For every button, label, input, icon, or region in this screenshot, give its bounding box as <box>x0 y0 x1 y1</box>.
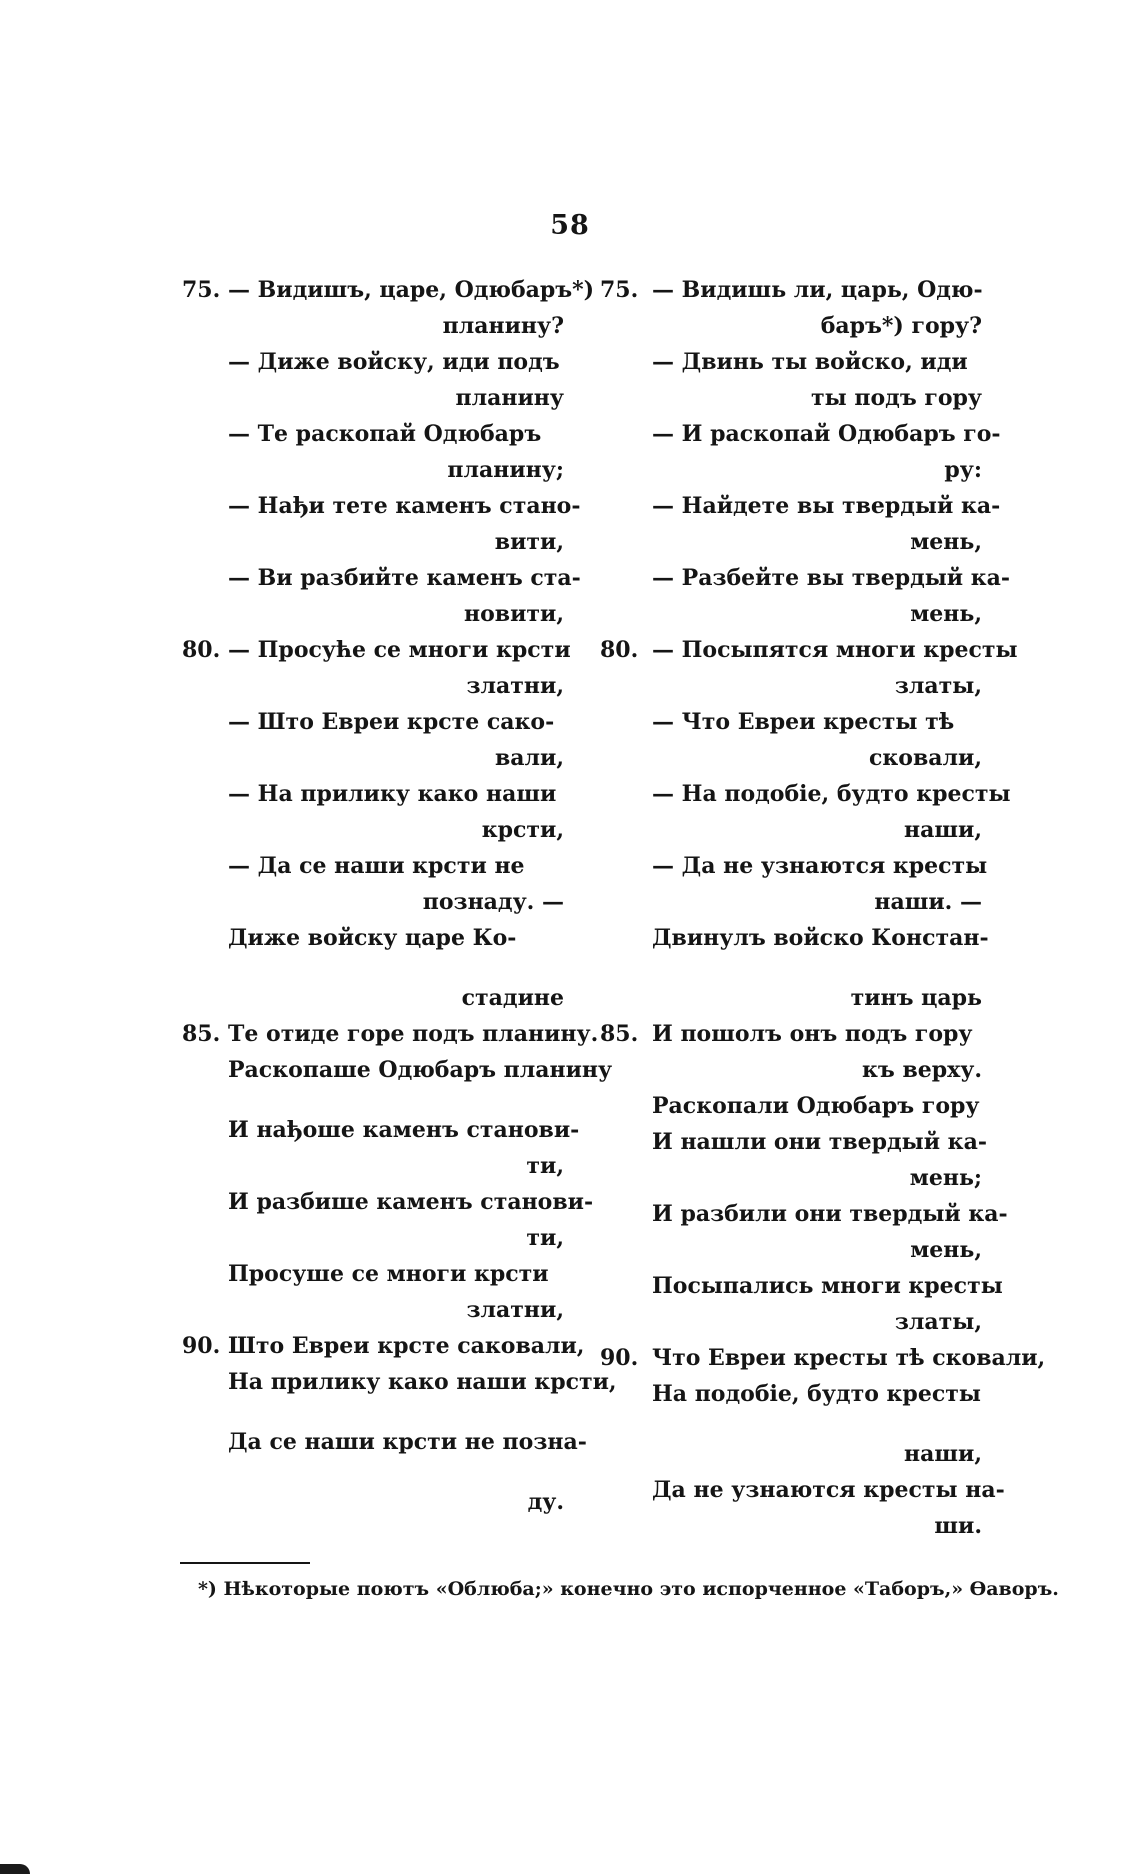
verse-text: На прилику како наши крсти, <box>228 1369 617 1395</box>
verse-text: Двинулъ войско Констан- <box>652 925 989 951</box>
verse-text: мень, <box>910 601 982 627</box>
verse-line <box>182 920 564 980</box>
verse-line <box>600 1052 982 1088</box>
verse-text: наши, <box>904 1441 982 1467</box>
verse-text: Посыпались многи кресты <box>652 1273 1003 1299</box>
verse-line <box>600 344 982 380</box>
verse-line <box>182 1112 580 1148</box>
verse-line <box>600 1232 982 1268</box>
verse-line <box>600 740 982 776</box>
verse-line <box>182 560 581 596</box>
verse-text: планину; <box>447 457 564 483</box>
verse-line <box>182 1292 564 1328</box>
verse-text: ти, <box>526 1153 564 1179</box>
verse-line <box>600 1436 982 1472</box>
verse-text: крсти, <box>481 817 564 843</box>
verse-line <box>600 812 982 848</box>
verse-text: златы, <box>894 1309 982 1335</box>
verse-number: 80. <box>600 637 639 663</box>
verse-text: — Двинь ты войско, иди <box>652 349 968 375</box>
verse-line <box>600 596 982 632</box>
verse-line <box>182 596 564 632</box>
verse-line <box>600 488 1001 524</box>
verse-text: — Что Евреи кресты тѣ <box>652 709 955 735</box>
serbian-text-column <box>182 272 617 1520</box>
verse-line <box>182 452 564 488</box>
verse-number: 90. <box>182 1333 221 1359</box>
verse-line <box>182 704 564 740</box>
verse-text: — Найдете вы твердый ка- <box>652 493 1001 519</box>
verse-line <box>600 560 1011 596</box>
verse-text: И нађоше каменъ станови- <box>228 1117 580 1143</box>
verse-line <box>600 1196 1008 1232</box>
verse-text: планину? <box>442 313 564 339</box>
verse-text: — Што Евреи крсте сако- <box>228 709 555 735</box>
verse-text: — Посыпятся многи кресты <box>652 637 1018 663</box>
verse-text: Да не узнаются кресты на- <box>652 1477 1005 1503</box>
verse-line <box>182 524 564 560</box>
verse-line <box>600 272 982 308</box>
verse-line <box>182 488 581 524</box>
verse-line <box>600 1304 982 1340</box>
verse-line <box>182 980 564 1016</box>
verse-line <box>182 272 595 308</box>
verse-line <box>600 416 1001 452</box>
verse-line <box>182 1256 564 1292</box>
verse-line <box>182 1424 587 1484</box>
verse-text: мень, <box>910 1237 982 1263</box>
verse-text: И нашли они твердый ка- <box>652 1129 987 1155</box>
verse-line <box>600 1340 1046 1376</box>
page-number: 58 <box>550 210 590 241</box>
verse-text: къ верху. <box>862 1057 982 1083</box>
verse-text: Те отиде горе подъ планину. <box>228 1021 599 1047</box>
verse-text: — Те раскопай Одюбаръ <box>228 421 542 447</box>
verse-text: новити, <box>464 601 564 627</box>
verse-text: вити, <box>494 529 564 555</box>
verse-line <box>600 848 988 884</box>
verse-number: 75. <box>600 277 639 303</box>
verse-line <box>600 920 989 980</box>
verse-text: златы, <box>894 673 982 699</box>
verse-text: И пошолъ онъ подъ гору <box>652 1021 973 1047</box>
verse-text: ру: <box>944 457 982 483</box>
verse-text: мень; <box>909 1165 982 1191</box>
verse-text: мень, <box>910 529 982 555</box>
verse-text: — Да не узнаются кресты <box>652 853 988 879</box>
verse-text: наши, <box>904 817 982 843</box>
verse-text: познаду. — <box>422 889 564 915</box>
verse-text: Просуше се многи крсти <box>228 1261 549 1287</box>
verse-text: наши. — <box>874 889 982 915</box>
verse-text: — Видишь ли, царь, Одю- <box>652 277 983 303</box>
verse-line <box>600 884 982 920</box>
verse-text: — Нађи тете каменъ стано- <box>228 493 581 519</box>
verse-number: 80. <box>182 637 221 663</box>
verse-line <box>182 884 564 920</box>
verse-line <box>182 344 564 380</box>
verse-line <box>600 380 982 416</box>
verse-line <box>600 1508 982 1544</box>
verse-line <box>182 1328 585 1364</box>
verse-line <box>600 776 1011 812</box>
verse-line <box>182 1364 617 1424</box>
verse-line <box>182 380 564 416</box>
footnote: *) Нѣкоторые поютъ «Облюба;» конечно это испорченное «Таборъ,» Ѳаворъ. <box>198 1578 1059 1600</box>
verse-text: златни, <box>466 1297 564 1323</box>
verse-text: И разбили они твердый ка- <box>652 1201 1008 1227</box>
verse-line <box>600 632 1018 668</box>
verse-text: Раскопали Одюбаръ гору <box>652 1093 980 1119</box>
verse-text: Что Евреи кресты тѣ сковали, <box>652 1345 1046 1371</box>
verse-line <box>600 1268 1003 1304</box>
verse-line <box>600 980 982 1016</box>
verse-text: — На прилику како наши <box>228 781 557 807</box>
verse-text: Што Евреи крсте саковали, <box>228 1333 585 1359</box>
verse-text: — Разбейте вы твердый ка- <box>652 565 1011 591</box>
verse-text: — На подобіе, будто кресты <box>652 781 1011 807</box>
verse-text: ты подъ гору <box>811 385 982 411</box>
verse-text: ду. <box>527 1489 564 1515</box>
verse-text: ши. <box>934 1513 982 1539</box>
verse-text: вали, <box>494 745 564 771</box>
verse-line <box>182 1184 594 1220</box>
verse-line <box>182 1148 564 1184</box>
verse-text: ти, <box>526 1225 564 1251</box>
verse-text: — Диже войску, иди подъ <box>228 349 560 375</box>
verse-line <box>600 524 982 560</box>
verse-line <box>182 812 564 848</box>
verse-text: Диже войску царе Ко- <box>228 925 517 951</box>
verse-line <box>182 1052 613 1112</box>
verse-line <box>600 1160 982 1196</box>
verse-text: Раскопаше Одюбаръ планину <box>228 1057 613 1083</box>
verse-line <box>182 668 564 704</box>
verse-line <box>600 704 982 740</box>
verse-text: — И раскопай Одюбаръ го- <box>652 421 1001 447</box>
verse-line <box>182 1220 564 1256</box>
verse-line <box>182 1016 599 1052</box>
verse-line <box>182 848 564 884</box>
verse-line <box>600 1376 982 1436</box>
verse-line <box>600 1472 1005 1508</box>
verse-text: И разбише каменъ станови- <box>228 1189 594 1215</box>
verse-text: — Просуће се многи крсти <box>228 637 571 663</box>
verse-line <box>600 308 982 344</box>
verse-text: Да се наши крсти не позна- <box>228 1429 587 1455</box>
verse-line <box>182 1484 564 1520</box>
verse-line <box>182 308 564 344</box>
verse-text: стадине <box>461 985 564 1011</box>
page-edge-mark <box>0 1864 30 1874</box>
verse-number: 75. <box>182 277 221 303</box>
verse-line <box>182 632 571 668</box>
verse-line <box>182 740 564 776</box>
verse-text: — Да се наши крсти не <box>228 853 525 879</box>
verse-line <box>182 776 564 812</box>
verse-text: На подобіе, будто кресты <box>652 1381 981 1407</box>
verse-text: — Ви разбийте каменъ ста- <box>228 565 581 591</box>
verse-number: 90. <box>600 1345 639 1371</box>
verse-number: 85. <box>600 1021 639 1047</box>
verse-text: — Видишъ, царе, Одюбаръ*) <box>228 277 595 303</box>
verse-text: планину <box>455 385 564 411</box>
russian-translation-column <box>600 272 1046 1544</box>
verse-text: тинъ царь <box>850 985 982 1011</box>
verse-line <box>600 668 982 704</box>
verse-text: баръ*) гору? <box>820 313 982 339</box>
verse-line <box>600 1016 982 1052</box>
verse-line <box>600 452 982 488</box>
verse-line <box>182 416 564 452</box>
verse-line <box>600 1088 982 1124</box>
verse-line <box>600 1124 987 1160</box>
footnote-divider <box>180 1562 310 1564</box>
verse-text: сковали, <box>869 745 982 771</box>
verse-number: 85. <box>182 1021 221 1047</box>
verse-text: златни, <box>466 673 564 699</box>
